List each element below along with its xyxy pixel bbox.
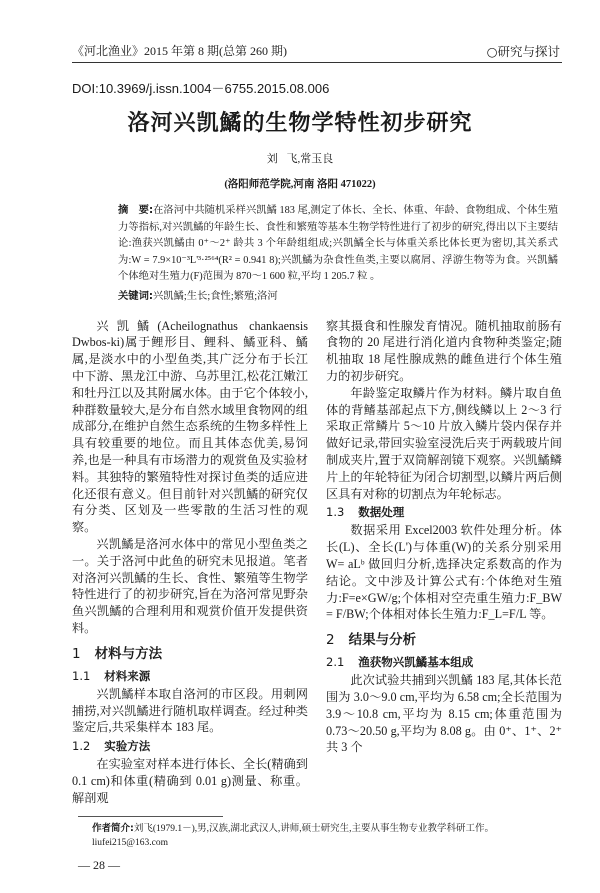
section-title: 渔获物兴凯鱊基本组成 [358,655,474,670]
paragraph: 察其摄食和性腺发育情况。随机抽取前肠有食物的 20 尾进行消化道内食物种类鉴定;随机抽取 18 尾性腺成熟的雌鱼进行个体生殖力的初步研究。 [326,318,562,383]
section-title: 材料来源 [104,668,151,683]
section-number: 2 [326,632,335,649]
section-heading [72,645,308,663]
abstract [118,202,558,286]
keywords [118,288,558,306]
section-title: 材料与方法 [94,645,163,662]
keywords-label: 关键词: [118,289,154,302]
abstract-label: 摘 要: [118,204,154,216]
section-heading [326,631,562,649]
paragraph: 兴凯鱊(Acheilognathus chankaensis Dwbos-ki)属于鲤形目、鲤科、鱊亚科、鱊属,是淡水中的小型鱼类,其广泛分布于长江中下游、黑龙江中游、乌苏里江,松花江嫩江和牡丹江以及其附属水体。由于它个体较小,种群数量较大,是分布自然水域里食物网的组成部分,在维护自然生态系统的生物多样性上具有较重要的地位。而且其体态优美,易饲养,也是一种具有市场潜力的观赏鱼及实验材料。其独特的繁殖特性对探讨鱼类的适应进化还很有意义。但目前针对兴凯鱊的研究仅有分类、区划及一些零散的生活习性的观察。 [72,318,308,535]
paragraph: 兴凯鱊样本取自洛河的市区段。用刺网捕捞,对兴凯鱊进行随机取样调查。经过种类鉴定后,共采集样本 183 尾。 [72,686,308,735]
section-title: 结果与分析 [348,632,417,649]
section-number: 2.1 [326,655,345,670]
left-column [72,318,308,807]
section-number: 1.1 [72,668,91,683]
footnote-label: 作者简介: [92,823,134,835]
body-columns [72,318,562,807]
paragraph: 在实验室对样本进行体长、全长(精确到 0.1 cm)和体重(精确到 0.01 g)测量、称重。解剖观 [72,757,308,805]
section-number: 1.2 [72,739,91,754]
paper-title: 洛河兴凯鱊的生物学特性初步研究 [127,111,473,136]
subsection-heading [326,504,562,521]
journal-header: 《河北渔业》2015 年第 8 期(总第 260 期) [72,44,287,58]
section-title: 数据处理 [358,505,405,520]
subsection-heading [72,668,308,685]
paragraph: 此次试验共捕到兴凯鱊 183 尾,其体长范围为 3.0～9.0 cm,平均为 6.58 cm;全长范围为 3.9～10.8 cm,平均为 8.15 cm;体重范围为 0.73～20.50 g,平均为 8.08 g。由 0⁺、1⁺、2⁺ 共 3 个 [326,673,562,755]
right-column [326,318,562,807]
paragraph: 兴凯鱊是洛河水体中的常见小型鱼类之一。关于洛河中此鱼的研究未见报道。笔者对洛河兴凯鱊的生长、食性、繁殖等生物学特性进行了的初步研究,旨在为洛河常见野杂鱼兴凯鱊的合理利用和观赏价值开发提供资料。 [72,536,308,635]
doi: DOI:10.3969/j.issn.1004－6755.2015.08.006 [72,81,330,96]
affiliation: (洛阳师范学院,河南 洛阳 471022) [224,179,376,190]
section-label: ○研究与探讨 [486,44,560,59]
keywords-text: 兴凯鱊;生长;食性;繁殖;洛河 [153,290,278,302]
section-title: 实验方法 [104,739,151,754]
footnote-text: 刘飞(1979.1－),男,汉族,湖北武汉人,讲师,硕士研究生,主要从事生物专业教学科研工作。liufei215@163.com [92,824,495,849]
paragraph: 数据采用 Excel2003 软件处理分析。体长(L)、全长(L')与体重(W)的关系分别采用 W= aLᵇ 做回归分析,选择决定系数高的作为结论。文中涉及计算公式有:个体绝对生殖力:F=e×GW/g;个体相对空壳重生殖力:F_BW = F/BW;个体相对体长生殖力:F_L=F/L 等。 [326,523,562,622]
subsection-heading [326,654,562,671]
section-number: 1.3 [326,505,345,520]
page-number: — 28 — [78,858,120,873]
abstract-text: 在洛河中共随机采样兴凯鱊 183 尾,测定了体长、全长、体重、年龄、食物组成、个体生殖力等指标,对兴凯鱊的年龄生长、食性和繁殖等基本生物学特性进行了初步的研究,得出以下主要结论:渔获兴凯鱊由 0⁺～2⁺ 龄共 3 个年龄组组成;兴凯鱊全长与体重关系比体长更为密切,其关系式为:W = 7.9×10⁻³L'³·²⁵⁶⁴(R² = 0.941 8);兴凯鱊为杂食性鱼类,主要以腐屑、浮游生物等为食。兴凯鱊个体绝对生殖力(F)范围为 870～1 600 粒,平均 1 205.7 粒 。 [118,205,558,283]
author-footnote [92,822,562,850]
paragraph: 年龄鉴定取鳞片作为材料。鳞片取自鱼体的背鳍基部起点下方,侧线鳞以上 2～3 行采取正常鳞片 5～10 片放入鳞片袋内保存并做好记录,带回实验室浸洗后夹于两载玻片间制成夹片,置于双筒解剖镜下观察。兴凯鱊鳞片上的年轮特征为闭合切割型,以鳞片两后侧区具有对称的切割点为年轮标志。 [326,385,562,501]
section-number: 1 [72,645,81,662]
authors: 刘 飞,常玉良 [266,153,334,165]
footnote-rule [78,816,223,817]
subsection-heading [72,738,308,755]
